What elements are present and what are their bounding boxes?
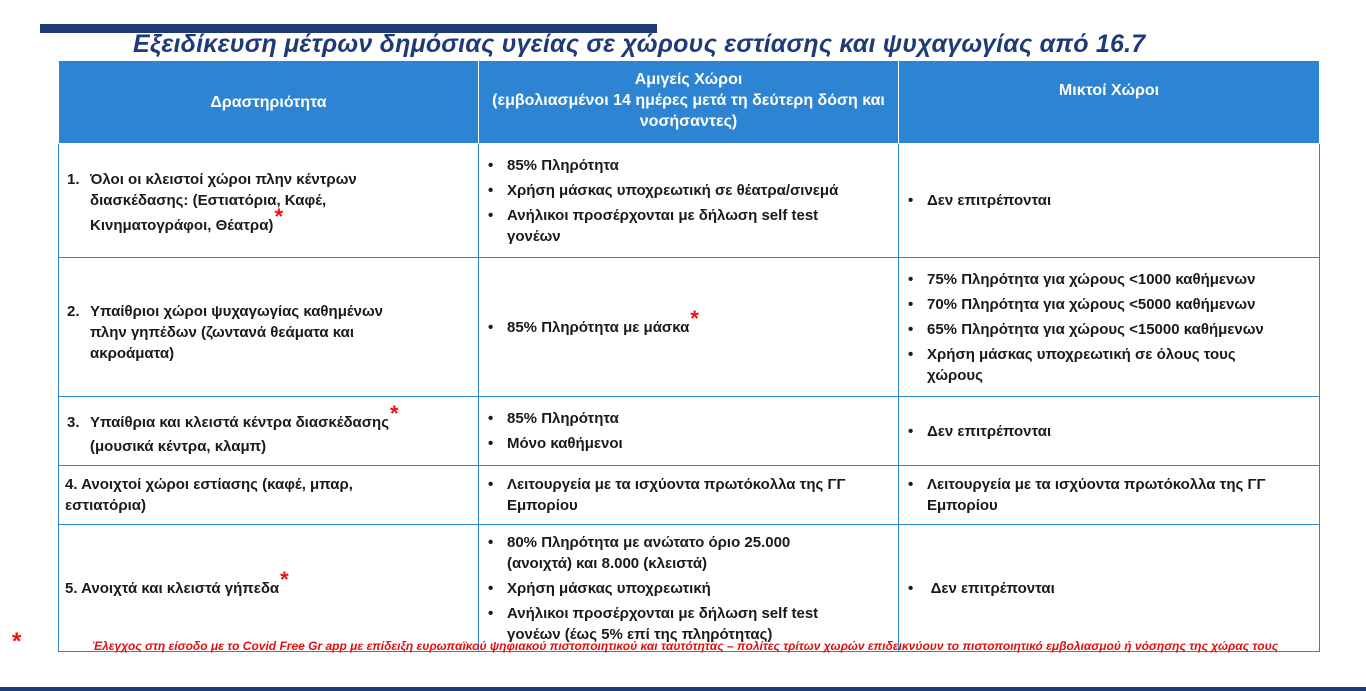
header-unmixed-spaces: [479, 61, 899, 144]
list-item: • Δεν επιτρέπονται: [903, 421, 1315, 442]
list-item: • 65% Πληρότητα για χώρους <15000 καθήμενων: [903, 319, 1315, 340]
unmixed-cell: [479, 397, 899, 466]
mixed-cell: [899, 525, 1320, 652]
row-number: 2.: [67, 302, 80, 320]
footnote-text: Έλεγχος στη είσοδο με το Covid Free Gr app με επίδειξη ευρωπαϊκού ψηφιακού πιστοποιητικού και ταυτότητας – πολίτες τρίτων χωρών επιδεικνύουν το πιστοποιητικό εμβολιασμού ή νόσησης της χώρας τους: [91, 639, 1279, 653]
activity-cell: [59, 397, 479, 466]
list-item: • Δεν επιτρέπονται: [903, 578, 1315, 599]
activity-text: (μουσικά κέντρα, κλαμπ): [90, 437, 267, 455]
list-item: • Μόνο καθήμενοι: [483, 433, 894, 454]
list-item: • Λειτουργεία με τα ισχύοντα πρωτόκολλα της ΓΓ Εμπορίου: [903, 474, 1315, 516]
list-item: • 80% Πληρότητα με ανώτατο όριο 25.000 (ανοιχτά) και 8.000 (κλειστά): [483, 532, 844, 574]
activity-text: Όλοι οι κλειστοί χώροι πλην κέντρων: [90, 171, 357, 188]
activity-cell: [59, 525, 479, 652]
mixed-cell: [899, 466, 1320, 525]
measures-table: [58, 60, 1320, 652]
asterisk-mark: *: [690, 305, 699, 331]
list-item: • Χρήση μάσκας υποχρεωτική σε θέατρα/σινεμά: [483, 180, 894, 201]
page-title: Εξειδίκευση μέτρων δημόσιας υγείας σε χώρους εστίασης και ψυχαγωγίας από 16.7: [133, 30, 1146, 58]
activity-text: Ανοιχτοί χώροι εστίασης (καφέ, μπαρ, εστιατόρια): [65, 476, 353, 514]
bottom-accent-bar: [0, 687, 1366, 691]
asterisk-mark: *: [280, 566, 289, 592]
table-row: [59, 258, 1320, 397]
row-number: 4.: [65, 476, 78, 493]
list-item: • Χρήση μάσκας υποχρεωτική: [483, 578, 894, 599]
activity-text: διασκέδασης: (Εστιατόρια, Καφέ,: [90, 192, 327, 209]
unmixed-cell: [479, 525, 899, 652]
activity-text: Κινηματογράφοι, Θέατρα): [90, 217, 274, 234]
table-row: [59, 525, 1320, 652]
asterisk-mark: *: [274, 204, 283, 229]
table-header-row: [59, 61, 1320, 144]
activity-text: Υπαίθρια και κλειστά κέντρα διασκέδασης: [90, 413, 390, 431]
activity-cell: [59, 466, 479, 525]
list-item: • 75% Πληρότητα για χώρους <1000 καθήμενων: [903, 269, 1315, 290]
activity-text: πλην γηπέδων (ζωντανά θεάματα και: [90, 323, 355, 341]
list-item: • Λειτουργεία με τα ισχύοντα πρωτόκολλα της ΓΓ Εμπορίου: [483, 474, 894, 516]
activity-cell: [59, 144, 479, 258]
list-item: • 70% Πληρότητα για χώρους <5000 καθήμενων: [903, 294, 1315, 315]
activity-text: Ανοιχτά και κλειστά γήπεδα: [81, 579, 280, 597]
activity-text: Υπαίθριοι χώροι ψυχαγωγίας καθημένων: [90, 302, 383, 320]
asterisk-mark: *: [390, 400, 399, 426]
row-number: 1.: [67, 171, 80, 188]
list-item: • Ανήλικοι προσέρχονται με δήλωση self test γονέων (έως 5% επί της πληρότητας): [483, 603, 854, 645]
list-item: • Δεν επιτρέπονται: [903, 190, 1315, 211]
table-row: [59, 144, 1320, 258]
list-item: [483, 305, 894, 338]
table-row: [59, 466, 1320, 525]
list-item-text: 85% Πληρότητα με μάσκα: [507, 318, 690, 336]
activity-cell: [59, 258, 479, 397]
activity-text: ακροάματα): [90, 344, 175, 362]
list-item: • 85% Πληρότητα: [483, 408, 894, 429]
header-mixed-spaces: Μικτοί Χώροι: [899, 61, 1320, 144]
row-number: 3.: [67, 413, 80, 431]
mixed-cell: [899, 258, 1320, 397]
footnote: * Έλεγχος στη είσοδο με το Covid Free Gr app με επίδειξη ευρωπαϊκού ψηφιακού πιστοποιητικού και ταυτότητας – πολίτες τρίτων χωρών επιδεικνύουν το πιστοποιητικό εμβολιασμού ή νόσησης της χώρας τους: [11, 628, 1279, 655]
unmixed-cell: [479, 466, 899, 525]
unmixed-cell: [479, 144, 899, 258]
header-activity: Δραστηριότητα: [59, 61, 479, 144]
list-item: • 85% Πληρότητα: [483, 155, 894, 176]
table-row: [59, 397, 1320, 466]
header-unmixed-title: Αμιγείς Χώροι: [634, 71, 743, 88]
list-item: • Ανήλικοι προσέρχονται με δήλωση self test γονέων: [483, 205, 854, 247]
list-item: • Χρήση μάσκας υποχρεωτική σε όλους τους χώρους: [903, 344, 1295, 386]
header-unmixed-note: (εμβολιασμένοι 14 ημέρες μετά τη δεύτερη δόση και νοσήσαντες): [492, 92, 885, 130]
mixed-cell: [899, 144, 1320, 258]
row-number: 5.: [65, 579, 78, 597]
mixed-cell: [899, 397, 1320, 466]
unmixed-cell: [479, 258, 899, 397]
